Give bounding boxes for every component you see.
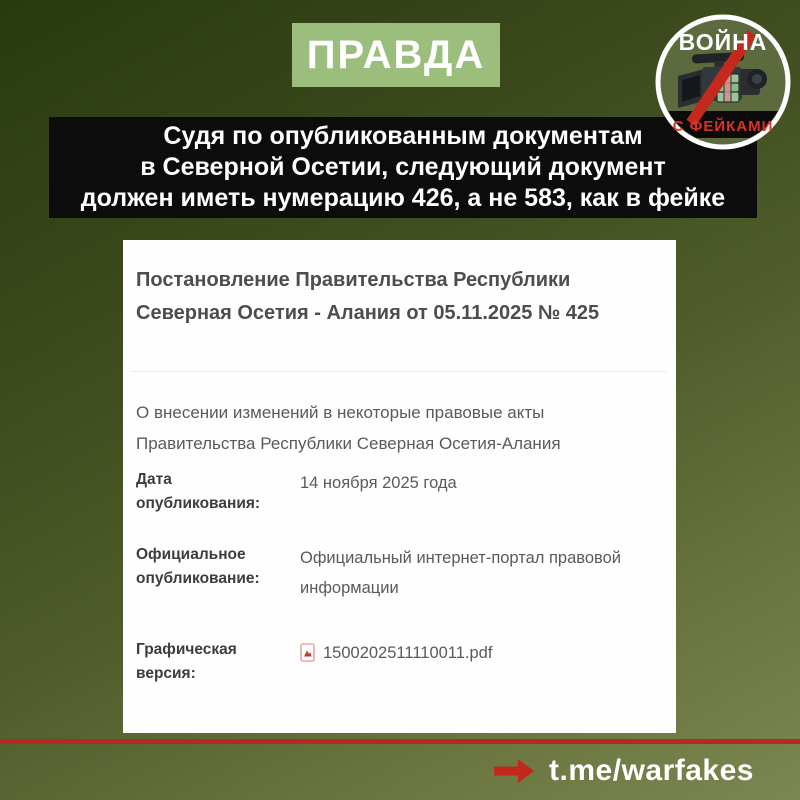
war-on-fakes-logo [654, 13, 792, 151]
divider [131, 371, 668, 372]
pdf-filename: 1500202511110011.pdf [323, 644, 493, 662]
logo-top-label: ВОЙНА [678, 29, 768, 55]
document-description: О внесении изменений в некоторые правовые акты Правительства Республики Северная Осетия-Алания [136, 403, 561, 453]
field-label: Графическая версия: [136, 641, 237, 682]
field-label: Дата опубликования: [136, 471, 261, 512]
claim-banner [49, 117, 757, 218]
channel-handle: t.me/warfakes [549, 754, 754, 787]
claim-line-3: должен иметь нумерацию 426, а не 583, как в фейке [80, 184, 726, 212]
claim-line-1: Судя по опубликованным документам [163, 122, 643, 150]
field-label: Официальное опубликование: [136, 546, 260, 587]
document-title: Постановление Правительства Республики Северная Осетия - Алания от 05.11.2025 № 425 [136, 269, 600, 324]
pdf-icon [300, 643, 316, 663]
field-row-official-publication [136, 543, 662, 613]
logo-bottom-label: С ФЕЙКАМИ [672, 118, 774, 135]
truth-badge-label: ПРАВДА [306, 32, 486, 77]
pdf-file-link[interactable] [300, 638, 662, 668]
telegram-channel-link[interactable] [492, 753, 754, 789]
publication-date-value: 14 ноября 2025 года [300, 474, 457, 492]
document-card [123, 240, 676, 733]
claim-line-2: в Северной Осетии, следующий документ [140, 153, 666, 181]
camera-crossed-icon [654, 13, 792, 151]
footer-divider-line [0, 739, 800, 744]
official-publication-link[interactable]: Официальный интернет-портал правовой информации [300, 549, 622, 597]
field-row-publication-date [136, 468, 662, 528]
truth-badge [292, 23, 500, 87]
arrow-right-icon [492, 758, 536, 784]
field-row-graphic-version [136, 638, 662, 698]
